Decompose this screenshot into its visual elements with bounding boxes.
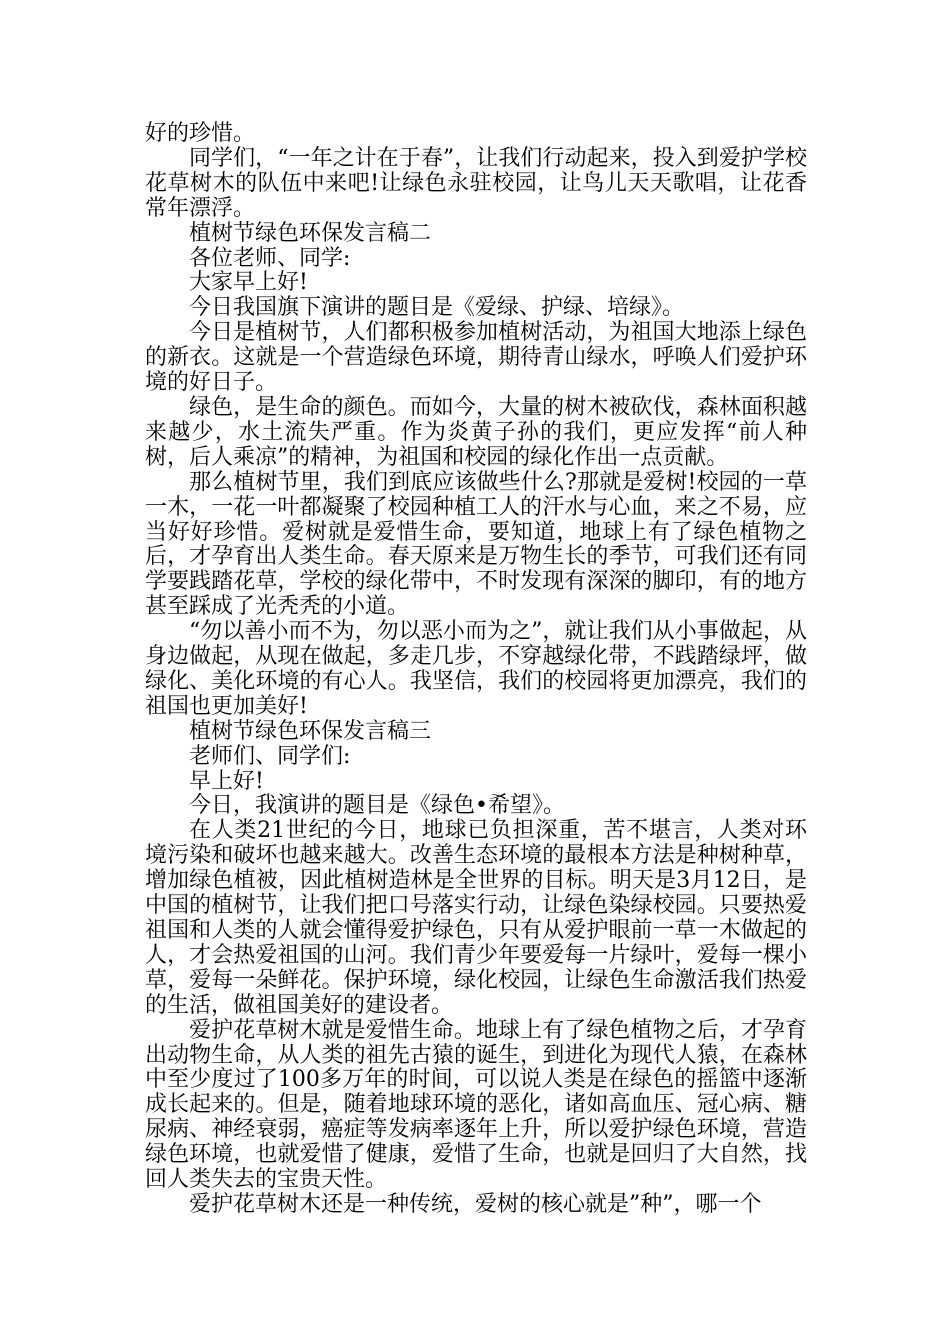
salutation-2: 各位老师、同学:: [189, 245, 351, 271]
paragraph-15: 在人类21世纪的今日，地球已负担深重，苦不堪言，人类对环境污染和破坏也越来越大。改善生态环境的最根本方法是种树种草，增加绿色植被，因此植树造林是全世界的目标。明天是3月12日，是中国的植树节，让我们把口号落实行动，让绿色染绿校园。只要热爱祖国和人类的人就会懂得爱护绿色，只有从爱护眼前一草一木做起的人，才会热爱祖国的山河。我们青少年要爱每一片绿叶，爱每一棵小草，爱每一朵鲜花。保护环境，绿化校园，让绿色生命激活我们热爱的生活，做祖国美好的建设者。: [145, 818, 807, 1018]
section-heading-3: 植树节绿色环保发言稿三: [189, 718, 432, 744]
paragraph-10: “勿以善小而不为，勿以恶小而为之”，就让我们从小事做起，从身边做起，从现在做起，多走几步，不穿越绿化带，不践踏绿坪，做绿化、美化环境的有心人。我坚信，我们的校园将更加漂亮，我们的祖国也更加美好!: [145, 619, 807, 719]
paragraph-2: 同学们，“一年之计在于春”，让我们行动起来，投入到爱护学校花草树木的队伍中来吧!让绿色永驻校园，让鸟儿天天歌唱，让花香常年漂浮。: [145, 145, 807, 221]
paragraph-9: 那么植树节里，我们到底应该做些什么?那就是爱树!校园的一草一木，一花一叶都凝聚了校园种植工人的汗水与心血，来之不易，应当好好珍惜。爱树就是爱惜生命，要知道，地球上有了绿色植物之后，才孕育出人类生命。春天原来是万物生长的季节，可我们还有同学要践踏花草，学校的绿化带中，不时发现有深深的脚印，有的地方甚至踩成了光秃秃的小道。: [145, 469, 807, 620]
paragraph-7: 今日是植树节，人们都积极参加植树活动，为祖国大地添上绿色的新衣。这就是一个营造绿色环境，期待青山绿水，呼唤人们爱护环境的好日子。: [145, 320, 807, 396]
paragraph-17: 爱护花草树木还是一种传统，爱树的核心就是”种”，哪一个: [189, 1191, 762, 1217]
greeting-2: 大家早上好!: [189, 270, 308, 296]
paragraph-16: 爱护花草树木就是爱惜生命。地球上有了绿色植物之后，才孕育出动物生命，从人类的祖先古猿的诞生，到进化为现代人猿，在森林中至少度过了100多万年的时间，可以说人类是在绿色的摇篮中逐渐成长起来的。但是，随着地球环境的恶化，诸如高血压、冠心病、糖尿病、神经衰弱，癌症等发病率逐年上升，所以爱护绿色环境，营造绿色环境，也就爱惜了健康，爱惜了生命，也就是回归了大自然，找回人类失去的宝贵天性。: [145, 1017, 807, 1193]
salutation-3: 老师们、同学们:: [189, 743, 351, 769]
section-heading-2: 植树节绿色环保发言稿二: [189, 220, 432, 246]
greeting-3: 早上好!: [189, 768, 264, 794]
paragraph-8: 绿色，是生命的颜色。而如今，大量的树木被砍伐，森林面积越来越少，水土流失严重。作为炎黄子孙的我们，更应发挥“前人种树，后人乘凉”的精神，为祖国和校园的绿化作出一点贡献。: [145, 394, 807, 470]
paragraph-14: 今日，我演讲的题目是《绿色•希望》。: [189, 793, 565, 819]
document-page: [145, 122, 807, 1218]
paragraph-1: 好的珍惜。: [145, 121, 256, 146]
paragraph-6: 今日我国旗下演讲的题目是《爱绿、护绿、培绿》。: [189, 295, 685, 321]
